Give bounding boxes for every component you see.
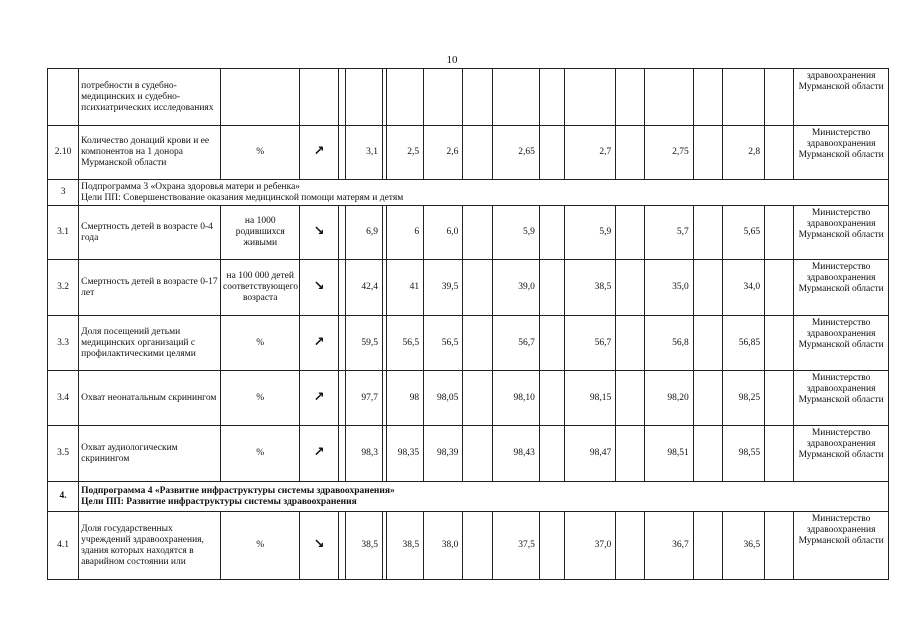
value-2015: 56,7 bbox=[492, 316, 539, 371]
value-2014: 56,5 bbox=[424, 316, 463, 371]
spacer-cell bbox=[693, 260, 722, 316]
indicator-name: Смертность детей в возрасте 0-17 лет bbox=[79, 260, 221, 316]
value-2016: 37,0 bbox=[564, 512, 615, 580]
unit: % bbox=[221, 426, 300, 482]
spacer-cell bbox=[616, 126, 645, 180]
responsible-org: Министерство здравоохранения Мурманской области bbox=[794, 206, 889, 260]
value-2016: 5,9 bbox=[564, 206, 615, 260]
trend-up-icon: ↗ bbox=[313, 144, 325, 159]
value-2012: 97,7 bbox=[345, 371, 382, 426]
spacer-cell bbox=[338, 371, 345, 426]
spacer-cell bbox=[338, 316, 345, 371]
value-2012: 42,4 bbox=[345, 260, 382, 316]
spacer-cell bbox=[539, 69, 564, 126]
unit: % bbox=[221, 126, 300, 180]
spacer-cell bbox=[765, 69, 794, 126]
value-2014 bbox=[424, 69, 463, 126]
unit: на 100 000 детей соответствующего возраста bbox=[221, 260, 300, 316]
spacer-cell bbox=[765, 206, 794, 260]
section-number: 3 bbox=[48, 180, 79, 206]
spacer-cell bbox=[693, 371, 722, 426]
spacer-cell bbox=[539, 426, 564, 482]
section-subprogram: Подпрограмма 4 «Развитие инфраструктуры системы здравоохранения» bbox=[81, 485, 395, 496]
value-2016: 56,7 bbox=[564, 316, 615, 371]
value-2015: 2,65 bbox=[492, 126, 539, 180]
spacer-cell bbox=[693, 316, 722, 371]
value-2014: 98,05 bbox=[424, 371, 463, 426]
value-2017: 36,7 bbox=[645, 512, 693, 580]
row-number bbox=[48, 69, 79, 126]
trend-down-icon: ↘ bbox=[313, 279, 325, 294]
value-2017 bbox=[645, 69, 693, 126]
spacer-cell bbox=[338, 126, 345, 180]
value-2018 bbox=[722, 69, 764, 126]
table-row bbox=[48, 316, 889, 371]
value-2013: 2,5 bbox=[386, 126, 423, 180]
trend-cell bbox=[300, 512, 338, 580]
spacer-cell bbox=[463, 371, 492, 426]
value-2012 bbox=[345, 69, 382, 126]
value-2016: 38,5 bbox=[564, 260, 615, 316]
responsible-org: Министерство здравоохранения Мурманской области bbox=[794, 126, 889, 180]
responsible-org: Министерство здравоохранения Мурманской области bbox=[794, 260, 889, 316]
indicator-name: Смертность детей в возрасте 0-4 года bbox=[79, 206, 221, 260]
value-2015: 39,0 bbox=[492, 260, 539, 316]
spacer-cell bbox=[616, 512, 645, 580]
table-row bbox=[48, 69, 889, 126]
spacer-cell bbox=[463, 126, 492, 180]
spacer-cell bbox=[539, 206, 564, 260]
page-number: 10 bbox=[446, 54, 458, 66]
responsible-org: Министерство здравоохранения Мурманской области bbox=[794, 512, 889, 580]
responsible-org: Министерство здравоохранения Мурманской области bbox=[794, 426, 889, 482]
spacer-cell bbox=[693, 69, 722, 126]
table-row bbox=[48, 371, 889, 426]
value-2014: 39,5 bbox=[424, 260, 463, 316]
trend-up-icon: ↗ bbox=[313, 445, 325, 460]
value-2015: 5,9 bbox=[492, 206, 539, 260]
trend-cell bbox=[300, 371, 338, 426]
spacer-cell bbox=[765, 512, 794, 580]
responsible-org: Министерство здравоохранения Мурманской области bbox=[794, 371, 889, 426]
value-2017: 56,8 bbox=[645, 316, 693, 371]
table-row bbox=[48, 206, 889, 260]
value-2014: 6,0 bbox=[424, 206, 463, 260]
value-2012: 59,5 bbox=[345, 316, 382, 371]
spacer-cell bbox=[539, 371, 564, 426]
value-2015: 98,10 bbox=[492, 371, 539, 426]
value-2015 bbox=[492, 69, 539, 126]
indicator-name: Доля государственных учреждений здравоохранения, здания которых находятся в аварийном состоянии или bbox=[79, 512, 221, 580]
section-row bbox=[48, 180, 889, 206]
value-2012: 3,1 bbox=[345, 126, 382, 180]
trend-down-icon: ↘ bbox=[313, 537, 325, 552]
value-2012: 38,5 bbox=[345, 512, 382, 580]
spacer-cell bbox=[463, 426, 492, 482]
unit: % bbox=[221, 512, 300, 580]
spacer-cell bbox=[693, 206, 722, 260]
responsible-org: здравоохранения Мурманской области bbox=[794, 69, 889, 126]
spacer-cell bbox=[539, 316, 564, 371]
spacer-cell bbox=[338, 260, 345, 316]
value-2014: 2,6 bbox=[424, 126, 463, 180]
table-row bbox=[48, 512, 889, 580]
spacer-cell bbox=[539, 512, 564, 580]
responsible-org: Министерство здравоохранения Мурманской области bbox=[794, 316, 889, 371]
spacer-cell bbox=[463, 69, 492, 126]
indicator-name: Количество донаций крови и ее компонентов на 1 донора Мурманской области bbox=[79, 126, 221, 180]
value-2018: 56,85 bbox=[722, 316, 764, 371]
value-2016: 2,7 bbox=[564, 126, 615, 180]
value-2016 bbox=[564, 69, 615, 126]
value-2015: 37,5 bbox=[492, 512, 539, 580]
unit: на 1000 родившихся живыми bbox=[221, 206, 300, 260]
value-2013: 38,5 bbox=[386, 512, 423, 580]
trend-down-icon: ↘ bbox=[313, 224, 325, 239]
value-2014: 38,0 bbox=[424, 512, 463, 580]
value-2017: 35,0 bbox=[645, 260, 693, 316]
value-2017: 98,20 bbox=[645, 371, 693, 426]
value-2018: 98,55 bbox=[722, 426, 764, 482]
value-2013: 6 bbox=[386, 206, 423, 260]
unit: % bbox=[221, 371, 300, 426]
unit bbox=[221, 69, 300, 126]
section-row bbox=[48, 482, 889, 512]
indicator-name: потребности в судебно-медицинских и судебно-психиатрических исследованиях bbox=[79, 69, 221, 126]
row-number: 3.3 bbox=[48, 316, 79, 371]
row-number: 2.10 bbox=[48, 126, 79, 180]
value-2017: 2,75 bbox=[645, 126, 693, 180]
spacer-cell bbox=[338, 69, 345, 126]
value-2013: 41 bbox=[386, 260, 423, 316]
value-2013: 98,35 bbox=[386, 426, 423, 482]
spacer-cell bbox=[463, 512, 492, 580]
table-row bbox=[48, 260, 889, 316]
value-2017: 5,7 bbox=[645, 206, 693, 260]
spacer-cell bbox=[338, 512, 345, 580]
trend-cell bbox=[300, 206, 338, 260]
section-title bbox=[79, 180, 889, 206]
value-2016: 98,15 bbox=[564, 371, 615, 426]
value-2013: 98 bbox=[386, 371, 423, 426]
spacer-cell bbox=[765, 316, 794, 371]
row-number: 3.1 bbox=[48, 206, 79, 260]
indicator-name: Доля посещений детьми медицинских организаций с профилактическими целями bbox=[79, 316, 221, 371]
trend-cell bbox=[300, 126, 338, 180]
section-number: 4. bbox=[48, 482, 79, 512]
section-goal: Цели ПП: Развитие инфраструктуры системы здравоохранения bbox=[81, 496, 357, 507]
value-2013: 56,5 bbox=[386, 316, 423, 371]
trend-cell bbox=[300, 316, 338, 371]
spacer-cell bbox=[616, 371, 645, 426]
spacer-cell bbox=[463, 260, 492, 316]
value-2012: 6,9 bbox=[345, 206, 382, 260]
trend-cell bbox=[300, 69, 338, 126]
indicators-table bbox=[47, 68, 889, 580]
value-2018: 5,65 bbox=[722, 206, 764, 260]
row-number: 3.5 bbox=[48, 426, 79, 482]
spacer-cell bbox=[693, 512, 722, 580]
value-2015: 98,43 bbox=[492, 426, 539, 482]
spacer-cell bbox=[693, 126, 722, 180]
section-goal: Цели ПП: Совершенствование оказания медицинской помощи матерям и детям bbox=[81, 192, 404, 203]
trend-cell bbox=[300, 260, 338, 316]
value-2018: 98,25 bbox=[722, 371, 764, 426]
row-number: 4.1 bbox=[48, 512, 79, 580]
section-subprogram: Подпрограмма 3 «Охрана здоровья матери и ребенка» bbox=[81, 181, 301, 192]
spacer-cell bbox=[616, 426, 645, 482]
row-number: 3.4 bbox=[48, 371, 79, 426]
value-2018: 36,5 bbox=[722, 512, 764, 580]
table-row bbox=[48, 426, 889, 482]
spacer-cell bbox=[693, 426, 722, 482]
value-2012: 98,3 bbox=[345, 426, 382, 482]
spacer-cell bbox=[616, 206, 645, 260]
trend-up-icon: ↗ bbox=[313, 334, 325, 350]
section-title bbox=[79, 482, 889, 512]
indicator-name: Охват неонатальным скринингом bbox=[79, 371, 221, 426]
spacer-cell bbox=[765, 426, 794, 482]
spacer-cell bbox=[616, 69, 645, 126]
value-2017: 98,51 bbox=[645, 426, 693, 482]
spacer-cell bbox=[463, 316, 492, 371]
spacer-cell bbox=[539, 126, 564, 180]
spacer-cell bbox=[338, 426, 345, 482]
spacer-cell bbox=[616, 260, 645, 316]
value-2018: 2,8 bbox=[722, 126, 764, 180]
value-2013 bbox=[386, 69, 423, 126]
unit: % bbox=[221, 316, 300, 371]
spacer-cell bbox=[539, 260, 564, 316]
spacer-cell bbox=[765, 371, 794, 426]
spacer-cell bbox=[463, 206, 492, 260]
value-2018: 34,0 bbox=[722, 260, 764, 316]
indicator-name: Охват аудиологическим скринингом bbox=[79, 426, 221, 482]
trend-cell bbox=[300, 426, 338, 482]
row-number: 3.2 bbox=[48, 260, 79, 316]
table-row bbox=[48, 126, 889, 180]
value-2014: 98,39 bbox=[424, 426, 463, 482]
spacer-cell bbox=[338, 206, 345, 260]
spacer-cell bbox=[765, 260, 794, 316]
spacer-cell bbox=[765, 126, 794, 180]
value-2016: 98,47 bbox=[564, 426, 615, 482]
trend-up-icon: ↗ bbox=[313, 389, 325, 405]
spacer-cell bbox=[616, 316, 645, 371]
